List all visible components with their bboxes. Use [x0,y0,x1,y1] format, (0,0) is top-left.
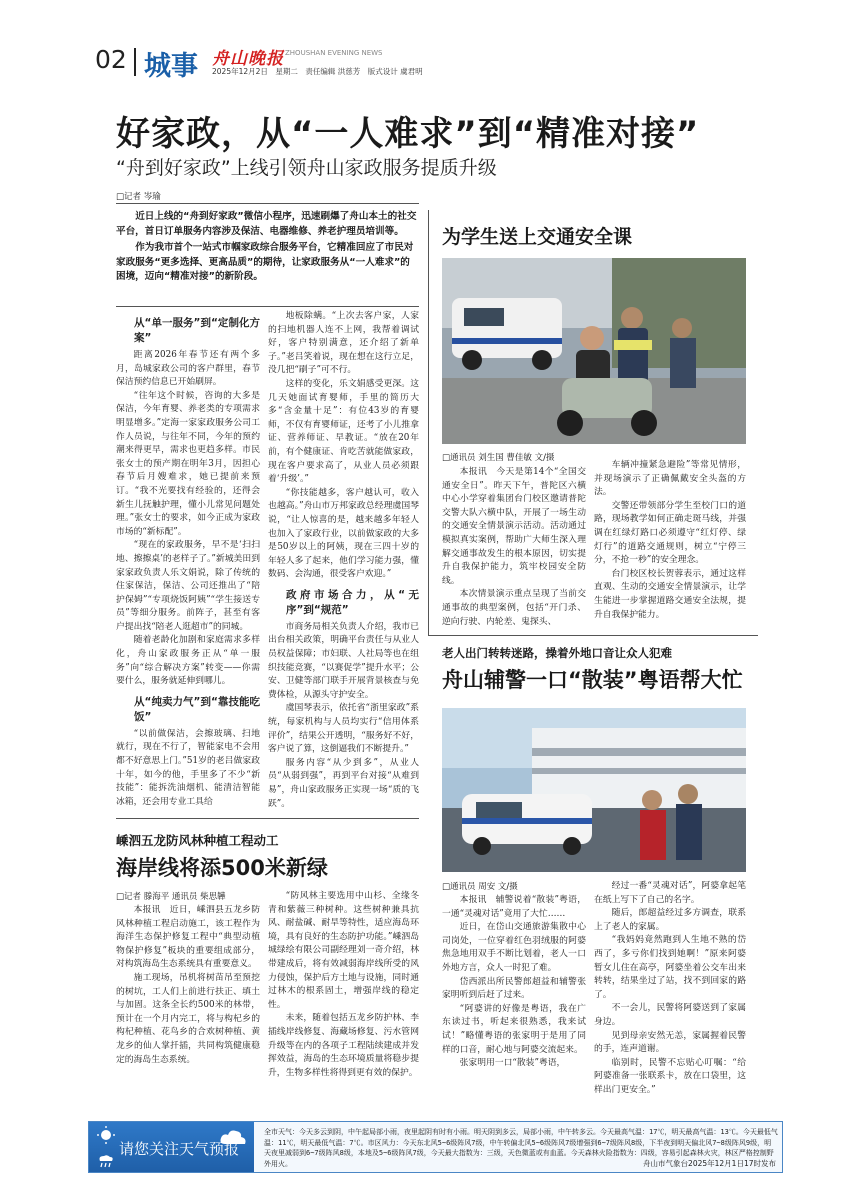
main-subhead: “舟到好家政”上线引领舟山家政服务提质升级 [116,157,497,179]
section-title: 城事 [144,51,198,82]
divider [116,203,419,204]
masthead-divider [134,48,136,76]
coast-title: 海岸线将添500米新绿 [116,856,328,880]
coast-col-2 [268,890,419,1106]
coast-kicker: 嵊泗五龙防风林种植工程动工 [116,833,279,848]
main-lead [116,210,419,287]
section-subheading: 政府市场合力，从“无序”到“规范” [286,588,419,616]
body-paragraph: 见到母亲安然无恙，家属握着民警的手，连声道谢。 [594,1030,746,1055]
body-paragraph: 台门校区校长贺蓉表示，通过这样直观、生动的交通安全情景演示，让学生能进一步掌握道路交通安全法规，提升自我保护能力。 [594,568,746,620]
body-paragraph: “以前做保洁，会擦玻璃、扫地就行，现在不行了，智能家电不会用都不好意思上门。”51岁的老吕做家政十年，如今的他，手里多了不少“新技能”：能拆洗油烟机、能清洁智能冰箱，还会用专业工具给 [116,728,260,807]
body-paragraph: 施工现场，吊机将树苗吊至预挖的树坑，工人们上前进行扶正、填土与加固。这条全长约500米的林带，预计在一个月内完工，将与构杞乡的构杞种植、花鸟乡的合欢树种植、黄龙乡的仙人掌扦插，共同构筑健康稳定的海岛生态系统。 [116,972,260,1065]
body-paragraph: 这样的变化，乐文娟感受更深。这几天她面试育婴师，手里的简历大多“含金量十足”：有位43岁的育婴师，不仅有育婴师证，还考了小儿推拿证、营养师证、早教证。“放在20年前，有个健康证、肯吃苦就能做家政，现在客户要求高了，从业人员必须跟着‘升级’。” [268,378,419,485]
rain-icon [97,1154,115,1168]
body-paragraph: 交警还带领部分学生至校门口的道路，现场教学如何正确走斑马线，并强调在红绿灯路口必须遵守“红灯停、绿灯行”的道路交通规则，树立“宁停三分，不抢一秒”的安全理念。 [594,500,746,566]
body-paragraph: 随后，郎超益经过多方调查，联系上了老人的家属。 [594,908,746,932]
police-col-2 [594,880,746,1106]
traffic-photo [442,258,746,444]
body-paragraph: 服务内容“从少到多”，从业人员“从弱到强”，再到平台对接“从难到易”，舟山家政服务正实现一场“质的飞跃”。 [268,757,419,809]
body-paragraph: 随着老龄化加剧和家庭需求多样化，舟山家政服务正从“单一服务”向“综合解决方案”转变——你需要什么，服务就延伸到哪儿。 [116,635,260,687]
divider [428,635,758,636]
traffic-title: 为学生送上交通安全课 [442,226,633,248]
weather-box [88,1121,783,1173]
issue-meta: 2025年12月2日 星期二 责任编辑 洪慈芳 版式设计 虞君明 [212,67,423,76]
divider [116,306,419,307]
police-photo [442,708,746,872]
newspaper-logo: 舟山晚报 [212,49,284,69]
body-paragraph: 本报讯 近日，嵊泗县五龙乡防风林种植工程启动施工，该工程作为海洋生态保护修复工程中“典型动植物保护修复”板块的重要组成部分，对构筑海岛生态系统具有重要意义。 [116,905,260,970]
body-paragraph: 张家明用一口“散装”粤语， [459,1058,566,1069]
page-number: 02 [95,45,127,74]
lead-paragraph: 作为我市首个一站式市帼家政综合服务平台，它精准回应了市民对家政服务“更多选择、更高品质”的期待，让家政服务从“一人难求”的困境，迈向“精准对接”的新阶段。 [116,242,414,282]
body-paragraph: “往年这个时候，咨询的大多是保洁，今年育婴、养老类的专项需求明显增多。”定海一家家政服务公司工作人员说，与往年不同，今年的预约潮来得更早，需求也更趋多样。市民张女士的预产期在明年3月，因担心春节后月嫂难求，她已提前来预订。“我不光要找有经验的，还得会新生儿抚触护理，懂小儿常见问题处理。”张女士的要求，如今正成为家政市场的“新标配”。 [116,390,260,537]
body-paragraph: 本报讯 今天是第14个“全国交通安全日”。昨天下午，普陀区六横中心小学穿着集团台门校区邀请普陀交警大队六横中队，开展了一场生动的交通安全情景演示活动。活动通过模拟真实案例，帮助广大师生深入理解交通事故发生的根本原因，切实提升自我保护能力，筑牢校园安全防线。 [442,467,586,586]
section-subheading: 从“纯卖力气”到“靠技能吃饭” [134,695,260,723]
traffic-col-1 [442,466,586,627]
weather-label: 请您关注天气预报 [119,1140,240,1158]
traffic-photo-caption: □通讯员 刘生国 曹佳敏 文/摄 [442,453,555,463]
weather-forecast-text: 全市天气：今天多云到阴，中午起局部小雨，夜里起阴有时有小雨。明天阴到多云，局部小雨，中午转多云。今天最高气温：17℃，明天最高气温：13℃。今天最低气温：11℃，明天最低气温：7℃。市区风力：今天东北风5~6级阵风7级，中午转偏北风5~6级阵风7级增强到6~7级阵风8级，下半夜到明天偏北风7~8级阵风9级，明天夜里减弱到6~7级阵风8级，本地及5~6级阵风7级，今天最大指数为：三级，天色微蓝或有血蓝。今天森林火险指数为：四级，容易引起森林火灾，林区严格控制野外用火。 [264,1128,778,1168]
main-byline: □记者 岑瑜 [116,192,161,202]
sun-icon [95,1126,117,1144]
body-paragraph: “你技能越多，客户越认可，收入也越高。”舟山市万邦家政总经理虞国琴说，“让人惊喜的是，越来越多年轻人也加入了家政行业，以前做家政的大多是50岁以上的阿姨，现在三四十岁的年轻人多了起来，他们学习能力强，懂数码、会沟通，很受客户欢迎。” [268,487,419,580]
body-paragraph: 经过一番“灵魂对话”，阿婆拿起笔在纸上写下了自己的名字。 [594,881,746,905]
body-paragraph: 本报讯 辅警说着“散装”粤语，一通“灵魂对话”竟用了大忙…… [442,895,586,919]
body-paragraph: “现在的家政服务，早不是‘扫扫地、擦擦桌’的老样子了。”新城美田到家家政负责人乐文娟说，除了传统的住家保洁，保洁、公司还推出了“陪护保姆”“专项烧饭阿姨”“学生接送专员”等细分服务。前阵子，甚至有客户提出找“陪老人逛超市”的同城。 [116,540,260,632]
body-paragraph: 地板除螨。“上次去客户家，人家的扫地机器人连不上网，我帮着调试好，客户特别满意，还介绍了新单子。”老吕笑着说，现在想在这行立足，没几把“刷子”可不行。 [268,311,419,376]
body-paragraph: 本次情景演示重点呈现了当前交通事故的典型案例，包括“开门杀、逆向行驶、内轮差、鬼探头、 [442,589,586,627]
divider [116,818,419,819]
body-paragraph: “阿婆讲的好像是粤语，我在广东读过书，听起来很熟悉，我来试试！”略懂粤语的张家明于是用了同样的口音，耐心地与阿婆交流起来。 [442,1003,586,1055]
lead-paragraph: 近日上线的“舟到好家政”微信小程序，迅速刷爆了舟山本土的社交平台，首日订单服务内容涉及保洁、电器维修、养老护理员培训等。 [116,211,417,237]
body-paragraph: 未来，随着包括五龙乡防护林、李插线岸线修复、海藏场修复、污水管网升级等在内的各项子工程陆续建成并发挥效益，海岛的生态环境质量将稳步提升，生物多样性将得到更有效的保护。 [268,1013,419,1078]
body-paragraph: 市商务局相关负责人介绍，我市已出台相关政策，明确平台责任与从业人员权益保障；市妇联、人社局等也在组织技能竞赛，“以赛促学”提升水平；公安、卫健等部门联手开展背景核查与免费体检，从源头守护安全。 [268,621,419,700]
weather-banner [89,1122,254,1172]
police-title: 舟山辅警一口“散装”粤语帮大忙 [442,668,743,692]
body-paragraph: 岱西派出所民警郎超益和辅警张家明听到后赶了过来。 [442,976,586,1001]
coast-col-1 [116,904,260,1106]
traffic-col-2 [594,459,746,618]
body-paragraph: 临别时，民警不忘贴心叮嘱：“给阿婆准备一张联系卡，放在口袋里，这样出门更安全。” [594,1057,746,1095]
body-paragraph: “我妈妈竟然跑到人生地不熟的岱西了，多亏你们找到她啊！”原来阿婆暂女儿住在高亭，阿婆坐着公交车出来转转，结果坐过了站，找不到回家的路了。 [594,935,746,1000]
body-paragraph: 距离2026年春节还有两个多月，岛城家政公司的客户群里，春节保洁预约信息已开始刷屏。 [116,350,260,388]
weather-source: 舟山市气象台2025年12月1日17时发布 [643,1159,776,1168]
police-photo-caption: □通讯员 周安 文/摄 [442,882,518,892]
police-col-1 [442,894,586,1106]
police-kicker: 老人出门转转迷路，操着外地口音让众人犯难 [442,646,672,660]
body-paragraph: 近日，在岱山交通旅游集散中心司岗处，一位穿着红色羽绒服的阿婆焦急地用双手不断比划着，老人一口外地方言，众人一时犯了难。 [442,922,586,973]
main-headline: 好家政，从“一人难求”到“精准对接” [116,114,700,154]
divider [428,210,429,635]
newspaper-logo-en: ZHOUSHAN EVENING NEWS [285,49,383,57]
section-subheading: 从“单一服务”到“定制化方案” [134,317,260,344]
main-col-2 [268,310,419,808]
body-paragraph: 车辆冲撞紧急避险”等常见情形，并现场演示了正确佩戴安全头盔的方法。 [594,460,746,498]
body-paragraph: 不一会儿，民警将阿婆送到了家属身边。 [594,1003,746,1027]
main-col-1 [116,310,260,808]
body-paragraph: “防风林主要选用中山杉、全缘冬青和紫薇三种树种。这些树种兼具抗风、耐盐碱、耐旱等特性，适应海岛环境，具有良好的生态防护功能。”嵊泗岛城绿绘有限公司副经理刘一奇介绍，林带建成后，将有效减弱海岸线所受的风力侵蚀，保护后方土地与设施，同时通过林木的根系固土，增强岸线的稳定性。 [268,891,419,1010]
body-paragraph: 虞国琴表示，依托省“浙里家政”系统，每家机构与人员均实行“信用体系评价”，结果公开透明，“服务好不好，客户说了算，这倒逼我们不断提升。” [268,703,419,755]
coast-byline: □记者 滕海平 通讯员 柴思韡 [116,892,226,902]
